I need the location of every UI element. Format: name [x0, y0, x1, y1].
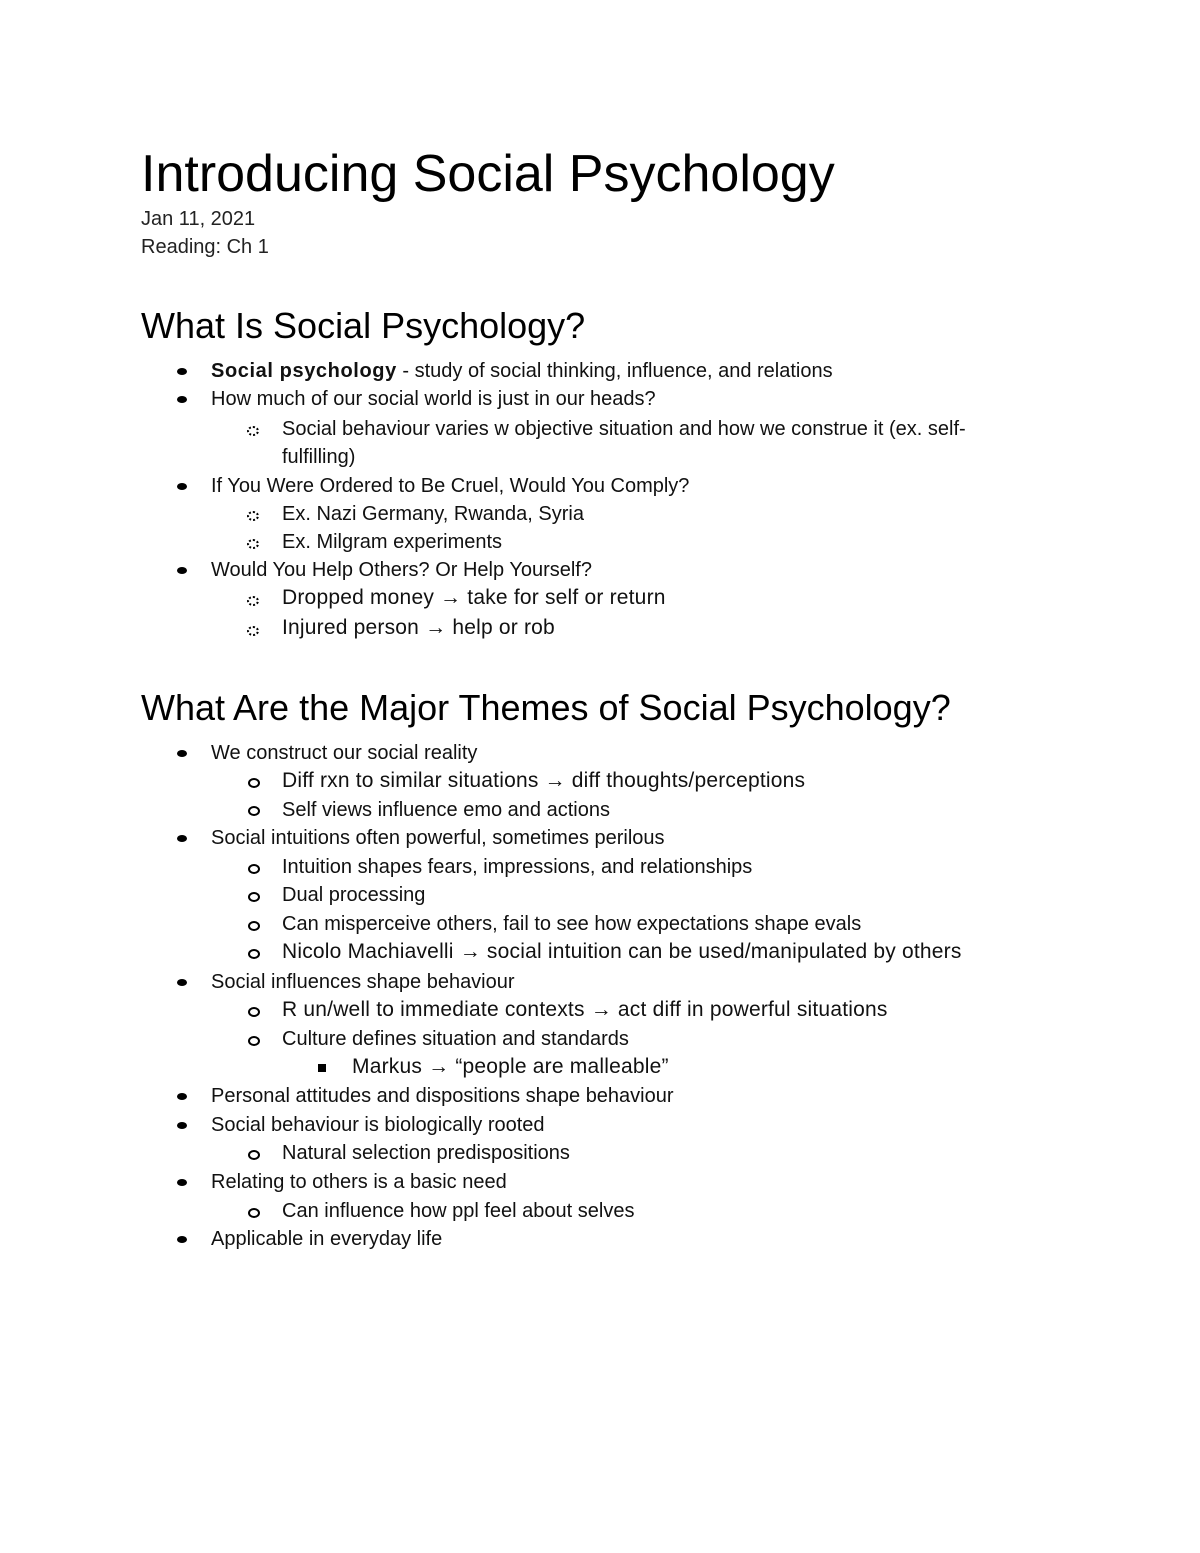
- list-item: Ex. Nazi Germany, Rwanda, Syria: [282, 503, 584, 525]
- list-item: Markus → “people are malleable”: [352, 1055, 669, 1078]
- disc-bullet-icon: [177, 396, 187, 403]
- dotted-circle-bullet-icon: [247, 626, 259, 636]
- list-item: [211, 357, 833, 385]
- list-item: If You Were Ordered to Be Cruel, Would You Comply?: [211, 475, 690, 497]
- list-item: Natural selection predispositions: [282, 1142, 570, 1164]
- list-item: Can influence how ppl feel about selves: [282, 1200, 635, 1222]
- section-heading-what-is: What Is Social Psychology?: [141, 305, 586, 346]
- list-item: Dual processing: [282, 884, 426, 906]
- disc-bullet-icon: [177, 1122, 187, 1129]
- list-item: Personal attitudes and dispositions shape behaviour: [211, 1085, 674, 1107]
- circle-bullet-icon: [248, 1007, 260, 1017]
- list-item: Social influences shape behaviour: [211, 971, 515, 993]
- list-item: Diff rxn to similar situations → diff thoughts/perceptions: [282, 769, 806, 792]
- list-item: Injured person → help or rob: [282, 616, 555, 639]
- list-item: Would You Help Others? Or Help Yourself?: [211, 559, 592, 581]
- circle-bullet-icon: [248, 892, 260, 902]
- square-bullet-icon: [318, 1064, 326, 1072]
- document-title: Introducing Social Psychology: [141, 145, 835, 203]
- document-reading: Reading: Ch 1: [141, 236, 269, 258]
- disc-bullet-icon: [177, 368, 187, 375]
- circle-bullet-icon: [248, 778, 260, 788]
- circle-bullet-icon: [248, 949, 260, 959]
- circle-bullet-icon: [248, 806, 260, 816]
- disc-bullet-icon: [177, 1093, 187, 1100]
- list-item: Social behaviour varies w objective situation and how we construe it (ex. self-: [282, 418, 966, 440]
- disc-bullet-icon: [177, 835, 187, 842]
- document-date: Jan 11, 2021: [141, 208, 256, 230]
- term-definition: - study of social thinking, influence, and relations: [396, 360, 833, 382]
- dotted-circle-bullet-icon: [247, 511, 259, 521]
- list-item: Applicable in everyday life: [211, 1228, 443, 1250]
- list-item: Social intuitions often powerful, sometimes perilous: [211, 827, 665, 849]
- term-bold: Social psychology: [211, 360, 397, 382]
- list-item: Culture defines situation and standards: [282, 1028, 629, 1050]
- disc-bullet-icon: [177, 979, 187, 986]
- disc-bullet-icon: [177, 750, 187, 757]
- list-item: How much of our social world is just in our heads?: [211, 388, 656, 410]
- list-item: Can misperceive others, fail to see how expectations shape evals: [282, 913, 862, 935]
- list-item: Relating to others is a basic need: [211, 1171, 507, 1193]
- list-item: Self views influence emo and actions: [282, 799, 610, 821]
- list-item: Nicolo Machiavelli → social intuition can be used/manipulated by others: [282, 940, 962, 963]
- circle-bullet-icon: [248, 1208, 260, 1218]
- disc-bullet-icon: [177, 567, 187, 574]
- list-item: Dropped money → take for self or return: [282, 586, 666, 609]
- disc-bullet-icon: [177, 1179, 187, 1186]
- circle-bullet-icon: [248, 921, 260, 931]
- circle-bullet-icon: [248, 1150, 260, 1160]
- list-item: Ex. Milgram experiments: [282, 531, 503, 553]
- circle-bullet-icon: [248, 1036, 260, 1046]
- list-item: R un/well to immediate contexts → act diff in powerful situations: [282, 998, 888, 1021]
- disc-bullet-icon: [177, 483, 187, 490]
- list-item: We construct our social reality: [211, 742, 478, 764]
- section-heading-major-themes: What Are the Major Themes of Social Psychology?: [141, 687, 951, 728]
- dotted-circle-bullet-icon: [247, 596, 259, 606]
- disc-bullet-icon: [177, 1236, 187, 1243]
- dotted-circle-bullet-icon: [247, 426, 259, 436]
- list-item: Social behaviour is biologically rooted: [211, 1114, 545, 1136]
- dotted-circle-bullet-icon: [247, 539, 259, 549]
- list-item-continuation: fulfilling): [282, 446, 356, 468]
- circle-bullet-icon: [248, 864, 260, 874]
- list-item: Intuition shapes fears, impressions, and relationships: [282, 856, 753, 878]
